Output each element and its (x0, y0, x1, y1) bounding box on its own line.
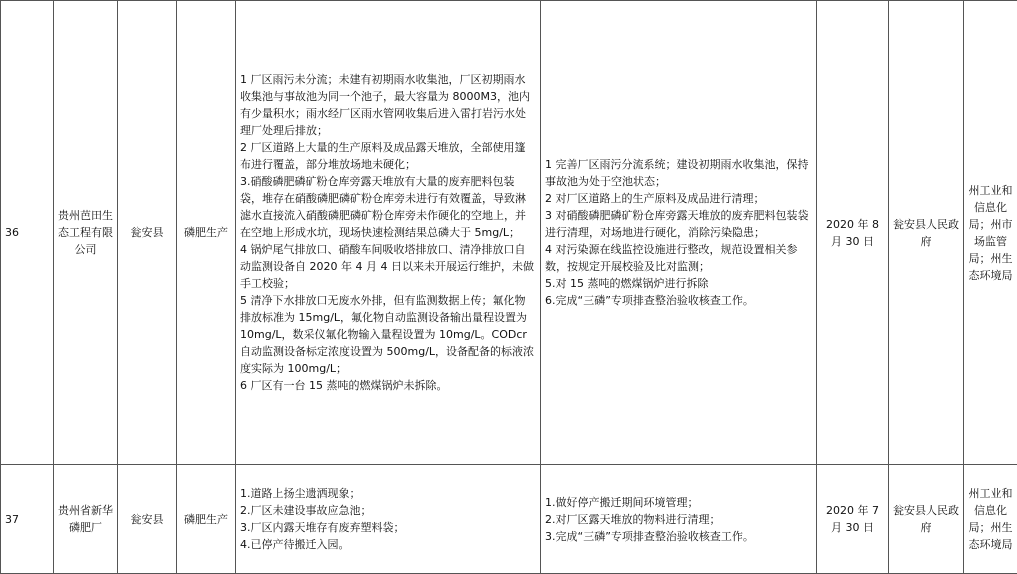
issue-item: 3.硝酸磷肥磷矿粉仓库旁露天堆放有大量的废弃肥料包装袋，堆存在硝酸磷肥磷矿粉仓库旁未进行有效覆盖，导致淋滤水直接流入硝酸磷肥磷矿粉仓库旁未作硬化的空地上，并在空地上形成水坑，现场快速检测结果总磷大于 5mg/L； (240, 173, 536, 241)
issue-item: 2.厂区未建设事故应急池； (240, 502, 536, 519)
issues-cell (236, 465, 541, 574)
deadline: 2020 年 8 月 30 日 (817, 1, 889, 465)
measure-item: 5.对 15 蒸吨的燃煤锅炉进行拆除 (545, 275, 812, 292)
industry: 磷肥生产 (177, 1, 236, 465)
issue-item: 3.厂区内露天堆存有废弃塑料袋； (240, 519, 536, 536)
company-name: 贵州省新华磷肥厂 (54, 465, 118, 574)
measures-cell (541, 465, 817, 574)
issues-cell (236, 1, 541, 465)
row-number: 37 (1, 465, 54, 574)
issue-item: 4.已停产待搬迁入园。 (240, 536, 536, 553)
measure-item: 2.对厂区露天堆放的物料进行清理； (545, 511, 812, 528)
measure-item: 6.完成“三磷”专项排查整治验收核查工作。 (545, 292, 812, 309)
issue-item: 1.道路上扬尘遗洒现象； (240, 485, 536, 502)
supervising-units: 州工业和信息化局；州生态环境局 (964, 465, 1017, 574)
measures-cell (541, 1, 817, 465)
measure-item: 3.完成“三磷”专项排查整治验收核查工作。 (545, 528, 812, 545)
supervising-units: 州工业和信息化局；州市场监管局；州生态环境局 (964, 1, 1017, 465)
table-row (1, 1, 1017, 465)
measure-item: 4 对污染源在线监控设施进行整改，规范设置相关参数，按规定开展校验及比对监测； (545, 241, 812, 275)
row-number: 36 (1, 1, 54, 465)
measure-item: 1.做好停产搬迁期间环境管理； (545, 494, 812, 511)
measure-item: 3 对硝酸磷肥磷矿粉仓库旁露天堆放的废弃肥料包装袋进行清理，对场地进行硬化，消除污染隐患； (545, 207, 812, 241)
county: 瓮安县 (118, 465, 177, 574)
table-row (1, 465, 1017, 574)
county: 瓮安县 (118, 1, 177, 465)
responsible-unit: 瓮安县人民政府 (889, 1, 964, 465)
responsible-unit: 瓮安县人民政府 (889, 465, 964, 574)
issue-item: 1 厂区雨污未分流；未建有初期雨水收集池，厂区初期雨水收集池与事故池为同一个池子，最大容量为 8000M3，池内有少量积水；雨水经厂区雨水管网收集后进入雷打岩污水处理厂处理后排放； (240, 71, 536, 139)
deadline: 2020 年 7 月 30 日 (817, 465, 889, 574)
issue-item: 5 清净下水排放口无废水外排，但有监测数据上传；氟化物排放标准为 15mg/L，氟化物自动监测设备输出量程设置为 10mg/L，数采仪氟化物输入量程设置为 10mg/L。CODcr 自动监测设备标定浓度设置为 500mg/L，设备配备的标液浓度实际为 100mg/L； (240, 292, 536, 377)
issue-item: 2 厂区道路上大量的生产原料及成品露天堆放，全部使用篷布进行覆盖，部分堆放场地未硬化； (240, 139, 536, 173)
measure-item: 1 完善厂区雨污分流系统；建设初期雨水收集池，保持事故池为处于空池状态； (545, 156, 812, 190)
measure-item: 2 对厂区道路上的生产原料及成品进行清理； (545, 190, 812, 207)
industry: 磷肥生产 (177, 465, 236, 574)
issue-item: 4 锅炉尾气排放口、硝酸车间吸收塔排放口、清净排放口自动监测设备自 2020 年 4 月 4 日以来未开展运行维护，未做手工校验； (240, 241, 536, 292)
company-name: 贵州芭田生态工程有限公司 (54, 1, 118, 465)
issue-item: 6 厂区有一台 15 蒸吨的燃煤锅炉未拆除。 (240, 377, 536, 394)
